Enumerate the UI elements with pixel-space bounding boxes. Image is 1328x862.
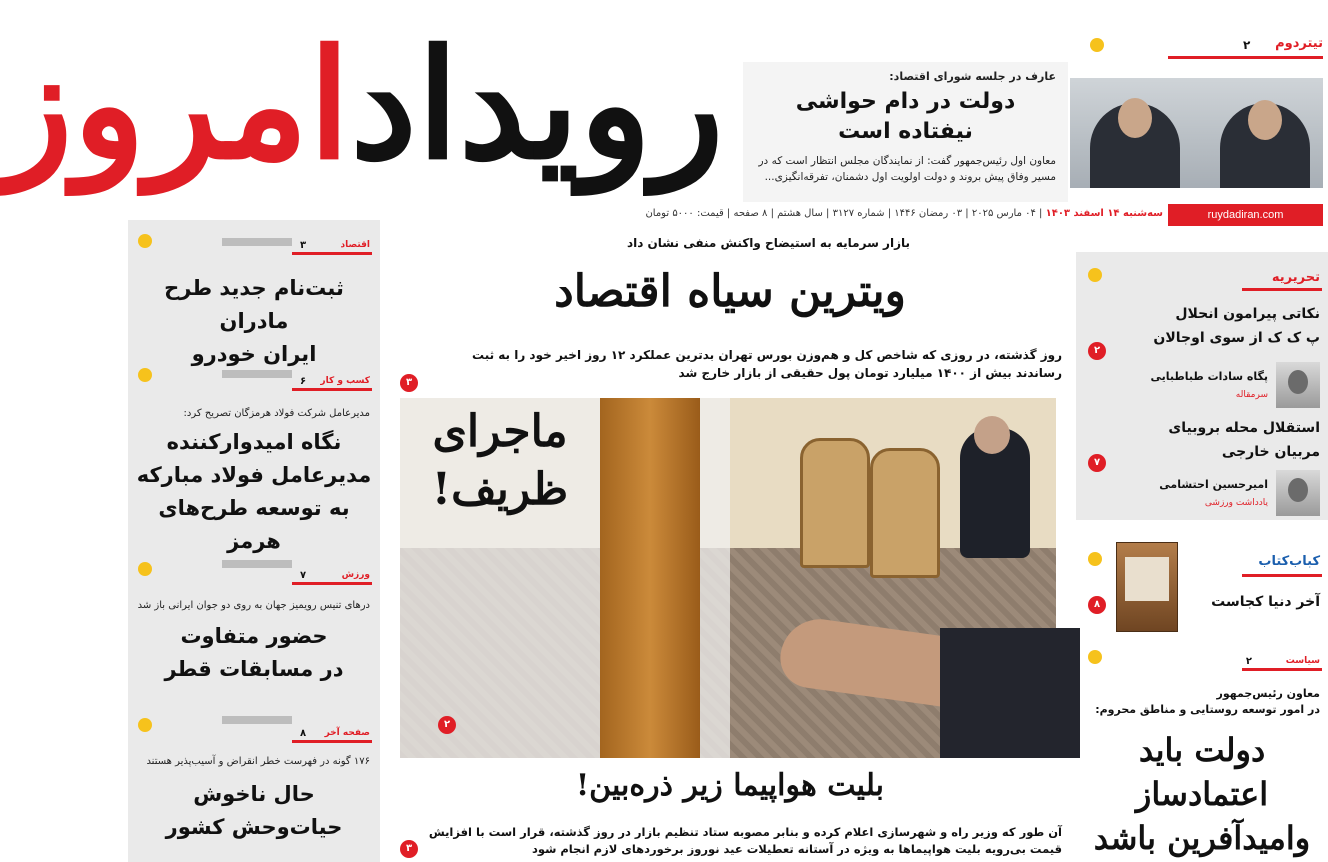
editorial-tag: تحریریه bbox=[1271, 270, 1320, 285]
headline-line: استقلال محله بروبیای bbox=[1168, 420, 1320, 436]
second-summary: آن طور که وزیر راه و شهرسازی اعلام کرده و بنابر مصوبه ستاد تنظیم بازار در روز گذشته، قرار است با افزایش قیمت بی‌رویه بلیت هواپیماها به ویژه در آستانه تعطیلات عید نوروز برخوردهای لازم انجام شود bbox=[428, 825, 1062, 856]
editorial-headline[interactable] bbox=[1116, 416, 1320, 464]
news-kicker: مدیرعامل شرکت فولاد هرمزگان تصریح کرد: bbox=[183, 408, 370, 419]
bullet-dot-icon bbox=[1088, 268, 1102, 282]
headline-line: وامیدآفرین باشد bbox=[1093, 819, 1311, 857]
author-avatar bbox=[1276, 470, 1320, 516]
caption-line: ظریف! bbox=[431, 464, 569, 515]
dateline-day: سه‌شنبه ۱۴ اسفند ۱۴۰۳ bbox=[1045, 208, 1163, 219]
page-badge: ۲ bbox=[1088, 342, 1106, 360]
main-summary: روز گذشته، در روزی که شاخص کل و هم‌وزن بورس تهران بدترین عملکرد ۱۲ روز اخیر خود را به ثبت رساندند بیش از ۱۴۰۰ میلیارد تومان پول حقیقی از بازار خارج شد bbox=[471, 348, 1062, 380]
photo-sleeve bbox=[940, 628, 1080, 758]
website-link[interactable]: ruydadiran.com bbox=[1168, 204, 1323, 226]
page-badge: ۲ bbox=[438, 716, 456, 734]
photo-caption[interactable] bbox=[420, 403, 580, 519]
right-column bbox=[1076, 230, 1328, 862]
section-bar-gray bbox=[222, 716, 292, 724]
bullet-dot-icon bbox=[1088, 650, 1102, 664]
page-badge: ۳ bbox=[400, 374, 418, 392]
bullet-dot-icon bbox=[138, 368, 152, 382]
bullet-dot-icon bbox=[138, 718, 152, 732]
author-name: امیرحسین احتشامی bbox=[1159, 478, 1268, 491]
section-bar-gray bbox=[222, 560, 292, 568]
headline-line: حضور متفاوت bbox=[180, 624, 328, 648]
top-story-kicker: عارف در جلسه شورای اقتصاد: bbox=[889, 70, 1056, 83]
headline-line: دولت باید bbox=[1138, 731, 1266, 769]
top-story[interactable] bbox=[743, 62, 1068, 202]
photo-head bbox=[1248, 100, 1282, 140]
author-role: یادداشت ورزشی bbox=[1204, 498, 1268, 508]
section-tag: ورزش bbox=[341, 570, 370, 580]
section-bar bbox=[292, 740, 372, 743]
bullet-dot-icon bbox=[138, 562, 152, 576]
headline-line: به توسعه طرح‌های هرمز bbox=[158, 496, 350, 553]
news-headline[interactable] bbox=[136, 778, 372, 844]
photo-chair bbox=[870, 448, 940, 578]
headline-line: اعتمادساز bbox=[1135, 775, 1269, 813]
section-bar-gray bbox=[222, 370, 292, 378]
news-headline[interactable] bbox=[136, 426, 372, 558]
second-headline[interactable]: بلیت هواپیما زیر ذره‌بین! bbox=[575, 768, 885, 803]
dateline-rest: | ۰۴ مارس ۲۰۲۵ | ۰۳ رمضان ۱۴۴۶ | شماره ۳۱۲۷ | سال هشتم | ۸ صفحه | قیمت: ۵۰۰۰ تومان bbox=[645, 208, 1043, 219]
newspaper-logo[interactable] bbox=[0, 0, 724, 210]
books-headline[interactable]: آخر دنیا کجاست bbox=[1211, 594, 1320, 610]
headline-line: نیفتاده است bbox=[838, 119, 973, 144]
kicker-line: معاون رئیس‌جمهور bbox=[1216, 687, 1320, 700]
headline-line: نکاتی پیرامون انحلال bbox=[1175, 306, 1320, 322]
author-avatar bbox=[1276, 362, 1320, 408]
section-bar bbox=[292, 388, 372, 391]
avatar-face bbox=[1288, 370, 1308, 394]
dateline bbox=[645, 208, 1163, 224]
section-bar bbox=[1242, 288, 1322, 291]
top-story-photo bbox=[1070, 78, 1323, 188]
page-number: ۲ bbox=[1243, 38, 1251, 52]
avatar-face bbox=[1288, 478, 1308, 502]
news-kicker: ۱۷۶ گونه در فهرست خطر انقراض و آسیب‌پذیر هستند bbox=[146, 756, 370, 767]
headline-line: ثبت‌نام جدید طرح مادران bbox=[164, 276, 344, 333]
section-tag: اقتصاد bbox=[340, 240, 370, 250]
book-cover-inner bbox=[1125, 557, 1169, 601]
section-label: تیتردوم bbox=[1275, 36, 1323, 51]
photo-chair bbox=[800, 438, 870, 568]
section-bar bbox=[292, 582, 372, 585]
news-headline[interactable] bbox=[136, 272, 372, 371]
top-story-headline[interactable] bbox=[755, 87, 1056, 147]
book-cover bbox=[1116, 542, 1178, 632]
photo-head bbox=[1118, 98, 1152, 138]
page-number: ۳ bbox=[300, 240, 307, 251]
page-number: ۶ bbox=[300, 376, 307, 387]
headline-line: حیات‌وحش کشور bbox=[165, 815, 343, 839]
photo-man-head bbox=[974, 416, 1010, 454]
news-kicker: درهای تنیس رویمیز جهان به روی دو جوان ایرانی باز شد bbox=[137, 600, 370, 611]
main-headline[interactable]: ویترین سیاه اقتصاد bbox=[554, 266, 906, 317]
headline-line: مدیرعامل فولاد مبارکه bbox=[136, 463, 372, 487]
page-number: ۲ bbox=[1245, 656, 1252, 667]
headline-line: حال ناخوش bbox=[193, 782, 315, 806]
page-badge: ۳ bbox=[400, 840, 418, 858]
author-role: سرمقاله bbox=[1235, 390, 1268, 400]
logo-part-red: امروز bbox=[0, 17, 351, 193]
center-column bbox=[390, 228, 1070, 862]
logo-part-black: رویداد bbox=[350, 17, 724, 193]
section-bar bbox=[1242, 668, 1322, 671]
news-headline[interactable] bbox=[136, 620, 372, 686]
left-column bbox=[128, 220, 380, 862]
section-bar bbox=[1242, 574, 1322, 577]
page-number: ۸ bbox=[300, 728, 307, 739]
section-tag: صفحه آخر bbox=[324, 728, 370, 738]
bullet-dot-icon bbox=[1090, 38, 1104, 52]
section-bar bbox=[292, 252, 372, 255]
headline-line: ایران خودرو bbox=[191, 342, 317, 366]
headline-line: مربیان خارجی bbox=[1221, 444, 1320, 460]
main-kicker: بازار سرمایه به استیضاح واکنش منفی نشان داد bbox=[626, 236, 910, 250]
top-story-summary: معاون اول رئیس‌جمهور گفت: از نمایندگان مجلس انتظار است که در مسیر وفاق پیش بروند و دولت اولویت اول دشمنان، تفرقه‌انگیزی... bbox=[758, 155, 1056, 183]
headline-line: دولت در دام حواشی bbox=[795, 89, 1016, 114]
section-bar-gray bbox=[222, 238, 292, 246]
politics-tag: سیاست bbox=[1285, 656, 1320, 666]
headline-line: در مسابقات قطر bbox=[164, 657, 344, 681]
top-story-section-tag bbox=[1168, 36, 1323, 58]
page-badge: ۷ bbox=[1088, 454, 1106, 472]
kicker-line: در امور توسعه روستایی و مناطق محروم: bbox=[1095, 703, 1320, 716]
author-name: پگاه سادات طباطبایی bbox=[1150, 370, 1268, 383]
section-bar bbox=[1168, 56, 1323, 59]
bullet-dot-icon bbox=[1088, 552, 1102, 566]
bullet-dot-icon bbox=[138, 234, 152, 248]
page-number: ۷ bbox=[300, 570, 307, 581]
section-tag: کسب و کار bbox=[320, 376, 370, 386]
page-badge: ۸ bbox=[1088, 596, 1106, 614]
politics-kicker bbox=[1084, 686, 1320, 718]
headline-line: نگاه امیدوارکننده bbox=[166, 430, 342, 454]
editorial-headline[interactable] bbox=[1116, 302, 1320, 350]
caption-line: ماجرای bbox=[432, 406, 568, 457]
masthead bbox=[0, 0, 728, 215]
books-tag: کباب‌کتاب bbox=[1258, 554, 1320, 569]
photo-door bbox=[600, 398, 700, 758]
headline-line: پ ک ک از سوی اوجالان bbox=[1153, 330, 1320, 346]
politics-headline[interactable] bbox=[1084, 728, 1320, 860]
